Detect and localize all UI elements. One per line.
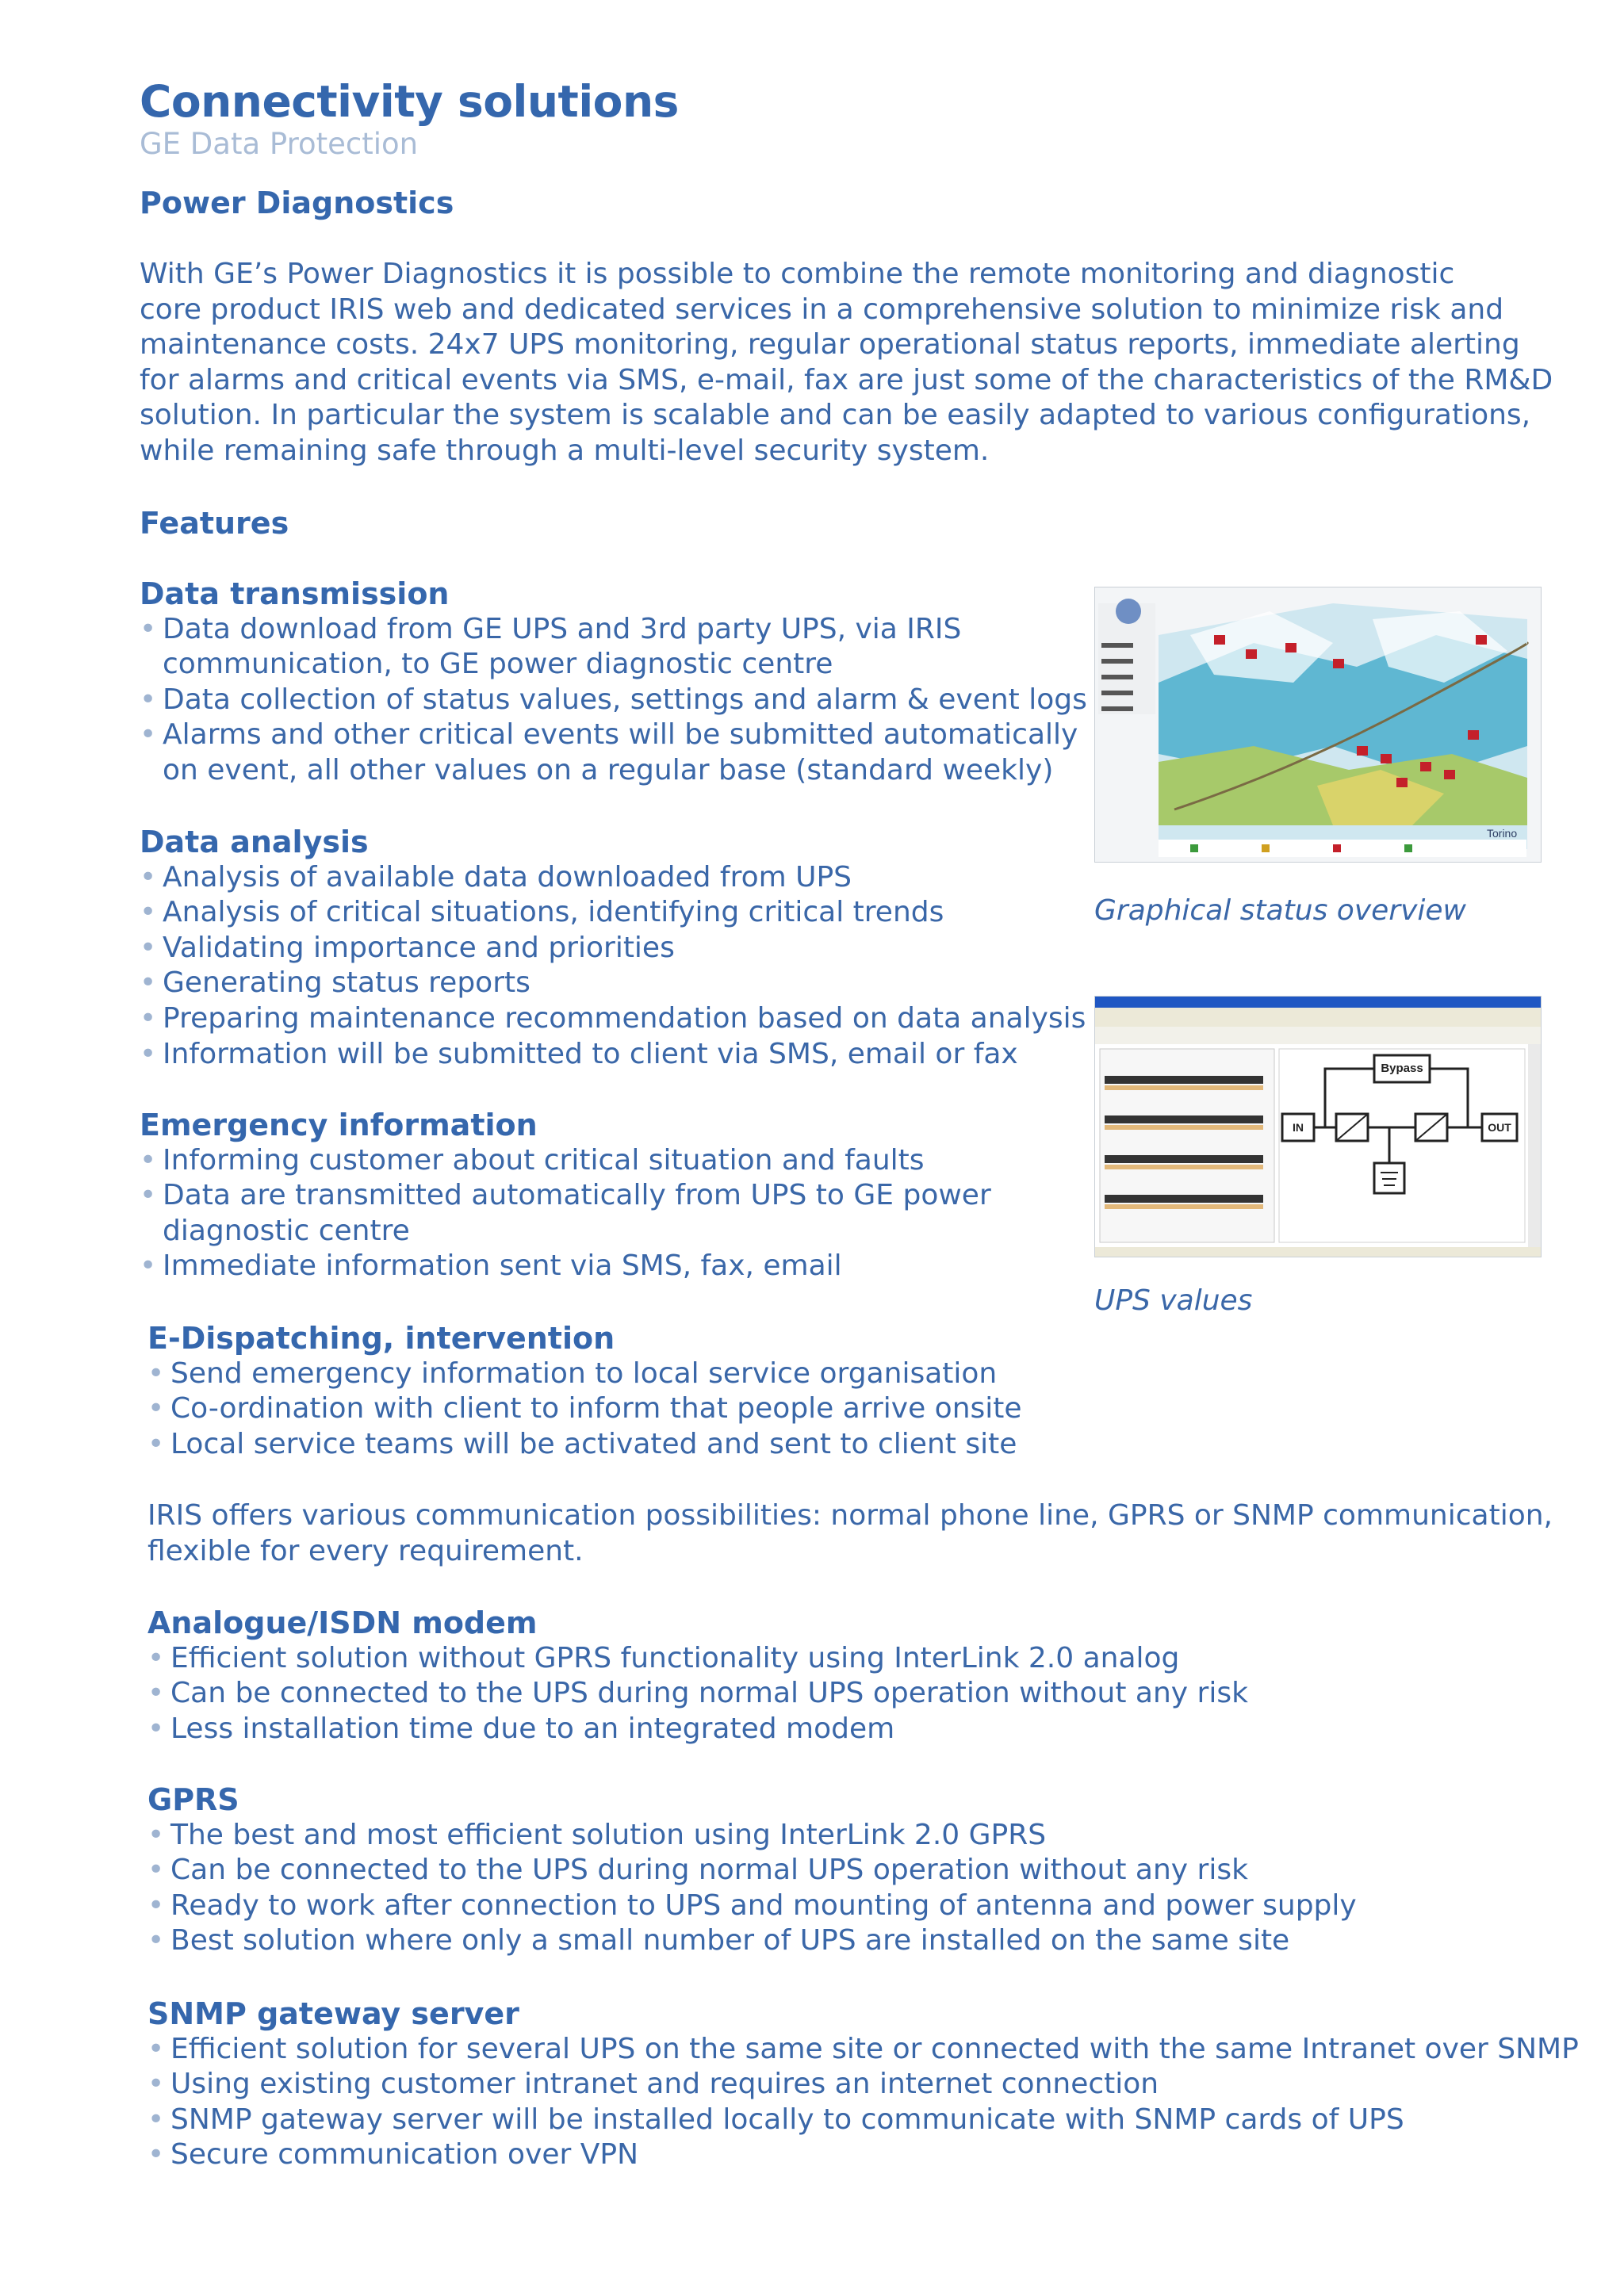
list-item: [147, 1818, 1357, 1854]
list-item: [140, 966, 1086, 1001]
bullet-list: [140, 860, 1086, 1073]
list-item: [147, 1427, 1022, 1463]
list-item: [140, 860, 1086, 896]
bullet-list: [147, 2032, 1579, 2173]
list-item-text: • Efficient solution without GPRS functionality using InterLink 2.0 analog: [170, 1641, 1180, 1674]
section-heading-features: Features: [140, 506, 289, 541]
section-heading: GPRS: [147, 1782, 239, 1817]
list-item: [147, 1853, 1357, 1888]
bullet-list: [147, 1818, 1357, 1959]
list-item-text: • The best and most efficient solution using InterLink 2.0 GPRS: [170, 1818, 1047, 1851]
text-line: core product IRIS web and dedicated services in a comprehensive solution to minimize risk and: [140, 293, 1504, 326]
list-item-text: • SNMP gateway server will be installed locally to communicate with SNMP cards of UPS: [170, 2103, 1404, 2136]
list-item-text: • Co-ordination with client to inform that people arrive onsite: [170, 1392, 1022, 1425]
list-item: [140, 1178, 991, 1249]
diagram-bypass-label: Bypass: [1381, 1062, 1423, 1075]
list-item-text: • Can be connected to the UPS during normal UPS operation without any risk: [170, 1854, 1248, 1887]
list-item: [147, 2067, 1579, 2103]
list-item: [140, 1001, 1086, 1037]
section-snmp-gateway-server: [147, 1996, 1579, 2173]
list-item-text: diagnostic centre: [163, 1214, 410, 1247]
list-item: [140, 612, 1087, 683]
section-emergency-information: [140, 1108, 991, 1284]
list-item-text: • Data collection of status values, settings and alarm & event logs: [163, 683, 1087, 716]
list-item: [147, 1712, 1248, 1747]
section-data-analysis: [140, 825, 1086, 1072]
list-item: [147, 1357, 1022, 1392]
list-item-text: • Best solution where only a small number of UPS are installed on the same site: [170, 1924, 1290, 1957]
ups-values-screenshot: [1094, 996, 1542, 1257]
list-item-text: • Less installation time due to an integrated modem: [170, 1712, 895, 1745]
map-caption: Graphical status overview: [1094, 894, 1466, 927]
bullet-list: [147, 1357, 1022, 1463]
section-analogue-isdn-modem: [147, 1605, 1248, 1747]
section-heading: Emergency information: [140, 1108, 538, 1142]
list-item: [140, 683, 1087, 718]
list-item-text: • Send emergency information to local service organisation: [170, 1357, 998, 1390]
section-heading: Data transmission: [140, 576, 450, 611]
list-item: [140, 1037, 1086, 1073]
map-brand-label: Torino: [1487, 827, 1518, 840]
text-line: maintenance costs. 24x7 UPS monitoring, regular operational status reports, immediate alerting: [140, 328, 1520, 362]
list-item: [140, 895, 1086, 931]
list-item: [140, 1249, 991, 1284]
list-item-text: communication, to GE power diagnostic centre: [163, 648, 833, 681]
page-title: Connectivity solutions: [140, 76, 679, 127]
list-item-text: • Using existing customer intranet and requires an internet connection: [170, 2068, 1159, 2101]
text-line: while remaining safe through a multi-level security system.: [140, 434, 990, 467]
list-item: [147, 1391, 1022, 1427]
text-line: flexible for every requirement.: [147, 1534, 584, 1567]
list-item-text: • Local service teams will be activated and sent to client site: [170, 1427, 1017, 1460]
list-item: [147, 1923, 1357, 1959]
section-heading-power-diagnostics: Power Diagnostics: [140, 186, 454, 220]
list-item: [147, 1676, 1248, 1712]
list-item-text: • Analysis of critical situations, identifying critical trends: [163, 896, 944, 929]
list-item: [147, 2137, 1579, 2173]
ups-window-chrome: [1095, 997, 1542, 1257]
section-heading: SNMP gateway server: [147, 1996, 519, 2031]
list-item: [140, 718, 1087, 788]
list-item-text: • Ready to work after connection to UPS and mounting of antenna and power supply: [170, 1888, 1357, 1922]
map-image: [1095, 587, 1542, 863]
list-item-text: • Alarms and other critical events will be submitted automatically: [163, 718, 1078, 752]
list-item: [147, 1641, 1248, 1677]
list-item-text: • Can be connected to the UPS during normal UPS operation without any risk: [170, 1677, 1248, 1710]
section-heading: Analogue/ISDN modem: [147, 1605, 538, 1640]
list-item-text: • Secure communication over VPN: [170, 2138, 639, 2172]
map-screenshot: [1094, 587, 1542, 863]
list-item-text: • Validating importance and priorities: [163, 931, 675, 964]
list-item-text: • Data are transmitted automatically from UPS to GE power: [163, 1179, 991, 1212]
list-item-text: • Analysis of available data downloaded from UPS: [163, 860, 852, 894]
text-line: solution. In particular the system is scalable and can be easily adapted to various configurations,: [140, 399, 1531, 432]
list-item-text: • Efficient solution for several UPS on the same site or connected with the same Intranet over SNMP: [170, 2032, 1579, 2065]
list-item-text: • Preparing maintenance recommendation based on data analysis: [163, 1001, 1086, 1035]
list-item-text: • Information will be submitted to client via SMS, email or fax: [163, 1037, 1018, 1070]
section-heading: Data analysis: [140, 825, 369, 859]
intro-paragraph: [140, 257, 1553, 469]
section-data-transmission: [140, 576, 1087, 789]
diagram-out-label: OUT: [1488, 1121, 1511, 1134]
diagram-in-label: IN: [1293, 1121, 1304, 1134]
list-item: [147, 2032, 1579, 2068]
page-subtitle: GE Data Protection: [140, 127, 419, 161]
section-e-dispatching: [147, 1321, 1022, 1462]
list-item-text: • Generating status reports: [163, 966, 530, 1000]
list-item-text: • Informing customer about critical situation and faults: [163, 1143, 925, 1177]
text-line: for alarms and critical events via SMS, e-mail, fax are just some of the characteristics of the RM&D: [140, 363, 1553, 396]
list-item: [147, 1888, 1357, 1924]
text-line: With GE’s Power Diagnostics it is possible to combine the remote monitoring and diagnostic: [140, 258, 1455, 290]
list-item: [140, 931, 1086, 966]
list-item: [147, 2103, 1579, 2138]
list-item: [140, 1143, 991, 1179]
list-item-text: • Data download from GE UPS and 3rd party UPS, via IRIS: [163, 612, 962, 645]
list-item-text: on event, all other values on a regular base (standard weekly): [163, 753, 1054, 786]
text-line: IRIS offers various communication possibilities: normal phone line, GPRS or SNMP communication,: [147, 1499, 1553, 1532]
list-item-text: • Immediate information sent via SMS, fax, email: [163, 1249, 842, 1283]
ups-caption: UPS values: [1094, 1284, 1253, 1317]
bullet-list: [147, 1641, 1248, 1747]
iris-paragraph: [147, 1498, 1553, 1569]
section-gprs: [147, 1782, 1357, 1959]
bullet-list: [140, 1143, 991, 1284]
bullet-list: [140, 612, 1087, 789]
section-heading: E-Dispatching, intervention: [147, 1321, 615, 1356]
